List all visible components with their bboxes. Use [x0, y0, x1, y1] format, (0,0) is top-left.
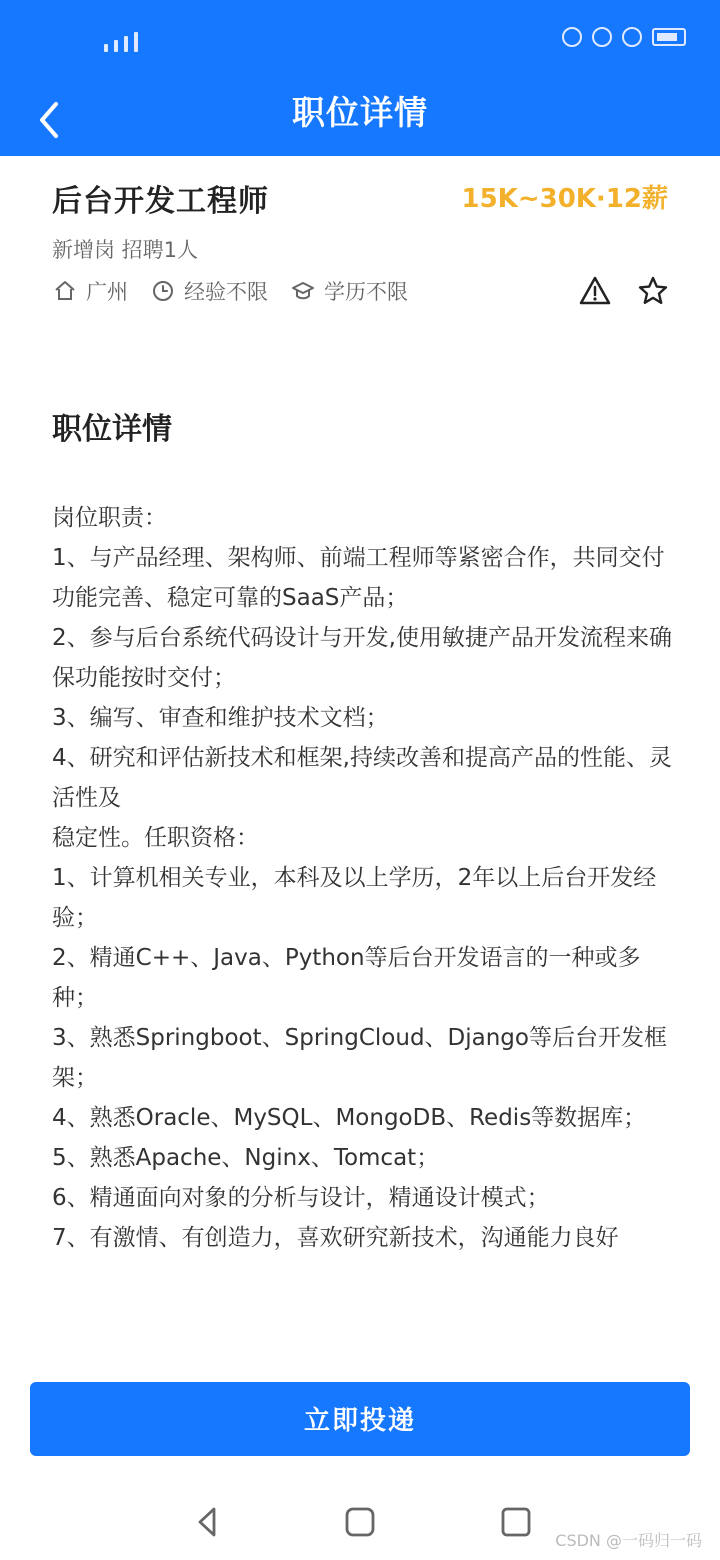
app-header	[0, 0, 720, 156]
status-bar	[0, 0, 720, 84]
description-line: 3、熟悉Springboot、SpringCloud、Django等后台开发框架；	[52, 1025, 667, 1091]
alarm-icon	[592, 27, 612, 47]
back-icon[interactable]	[24, 92, 80, 148]
description-line: 6、精通面向对象的分析与设计，精通设计模式；	[52, 1185, 550, 1211]
title-bar	[0, 84, 720, 156]
job-actions	[578, 274, 670, 308]
details-section-title: 职位详情	[52, 412, 172, 447]
location-label: 广州	[86, 280, 128, 304]
system-home-icon[interactable]	[336, 1498, 384, 1546]
description-line: 5、熟悉Apache、Nginx、Tomcat；	[52, 1145, 440, 1171]
experience-label: 经验不限	[184, 280, 268, 304]
signal-strength-icon	[104, 28, 138, 52]
status-icons	[562, 27, 686, 47]
notification-icon	[622, 27, 642, 47]
education-label: 学历不限	[324, 280, 408, 304]
system-recent-apps-icon[interactable]	[492, 1498, 540, 1546]
salary-range: 15K~30K·12薪	[461, 184, 668, 214]
experience-tag	[150, 276, 268, 306]
apply-button[interactable]: 立即投递	[30, 1382, 690, 1456]
description-line: 7、有激情、有创造力，喜欢研究新技术，沟通能力良好	[52, 1225, 619, 1251]
favorite-star-icon[interactable]	[636, 274, 670, 308]
education-tag	[290, 276, 408, 306]
clock-icon	[150, 278, 176, 304]
wifi-icon	[562, 27, 582, 47]
system-back-icon[interactable]	[183, 1498, 231, 1546]
signal-bar	[114, 40, 118, 52]
job-meta: 新增岗 招聘1人	[52, 238, 199, 262]
home-icon	[52, 278, 78, 304]
description-line: 4、研究和评估新技术和框架,持续改善和提高产品的性能、灵活性及	[52, 745, 672, 811]
description-line: 2、参与后台系统代码设计与开发,使用敏捷产品开发流程来确保功能按时交付；	[52, 625, 672, 691]
signal-bar	[134, 32, 138, 52]
description-line: 岗位职责：	[52, 505, 167, 531]
signal-bar	[124, 36, 128, 52]
description-line: 3、编写、审查和维护技术文档；	[52, 705, 389, 731]
description-line: 稳定性。任职资格：	[52, 825, 259, 851]
job-title: 后台开发工程师	[52, 184, 269, 219]
page-title: 职位详情	[292, 93, 428, 132]
job-summary	[0, 156, 720, 346]
job-tags	[52, 276, 408, 306]
system-navigation-bar	[0, 1468, 720, 1560]
description-line: 2、精通C++、Java、Python等后台开发语言的一种或多种；	[52, 945, 641, 1011]
description-line: 1、与产品经理、架构师、前端工程师等紧密合作，共同交付功能完善、稳定可靠的SaaS产品；	[52, 545, 665, 611]
description-line: 1、计算机相关专业，本科及以上学历，2年以上后台开发经验；	[52, 865, 657, 931]
signal-bar	[104, 44, 108, 52]
battery-icon	[652, 28, 686, 46]
watermark: CSDN @一码归一码	[555, 1531, 702, 1550]
description-line: 4、熟悉Oracle、MySQL、MongoDB、Redis等数据库；	[52, 1105, 647, 1131]
job-description	[52, 498, 672, 1368]
location-tag	[52, 276, 128, 306]
graduation-cap-icon	[290, 278, 316, 304]
report-warning-icon[interactable]	[578, 274, 612, 308]
